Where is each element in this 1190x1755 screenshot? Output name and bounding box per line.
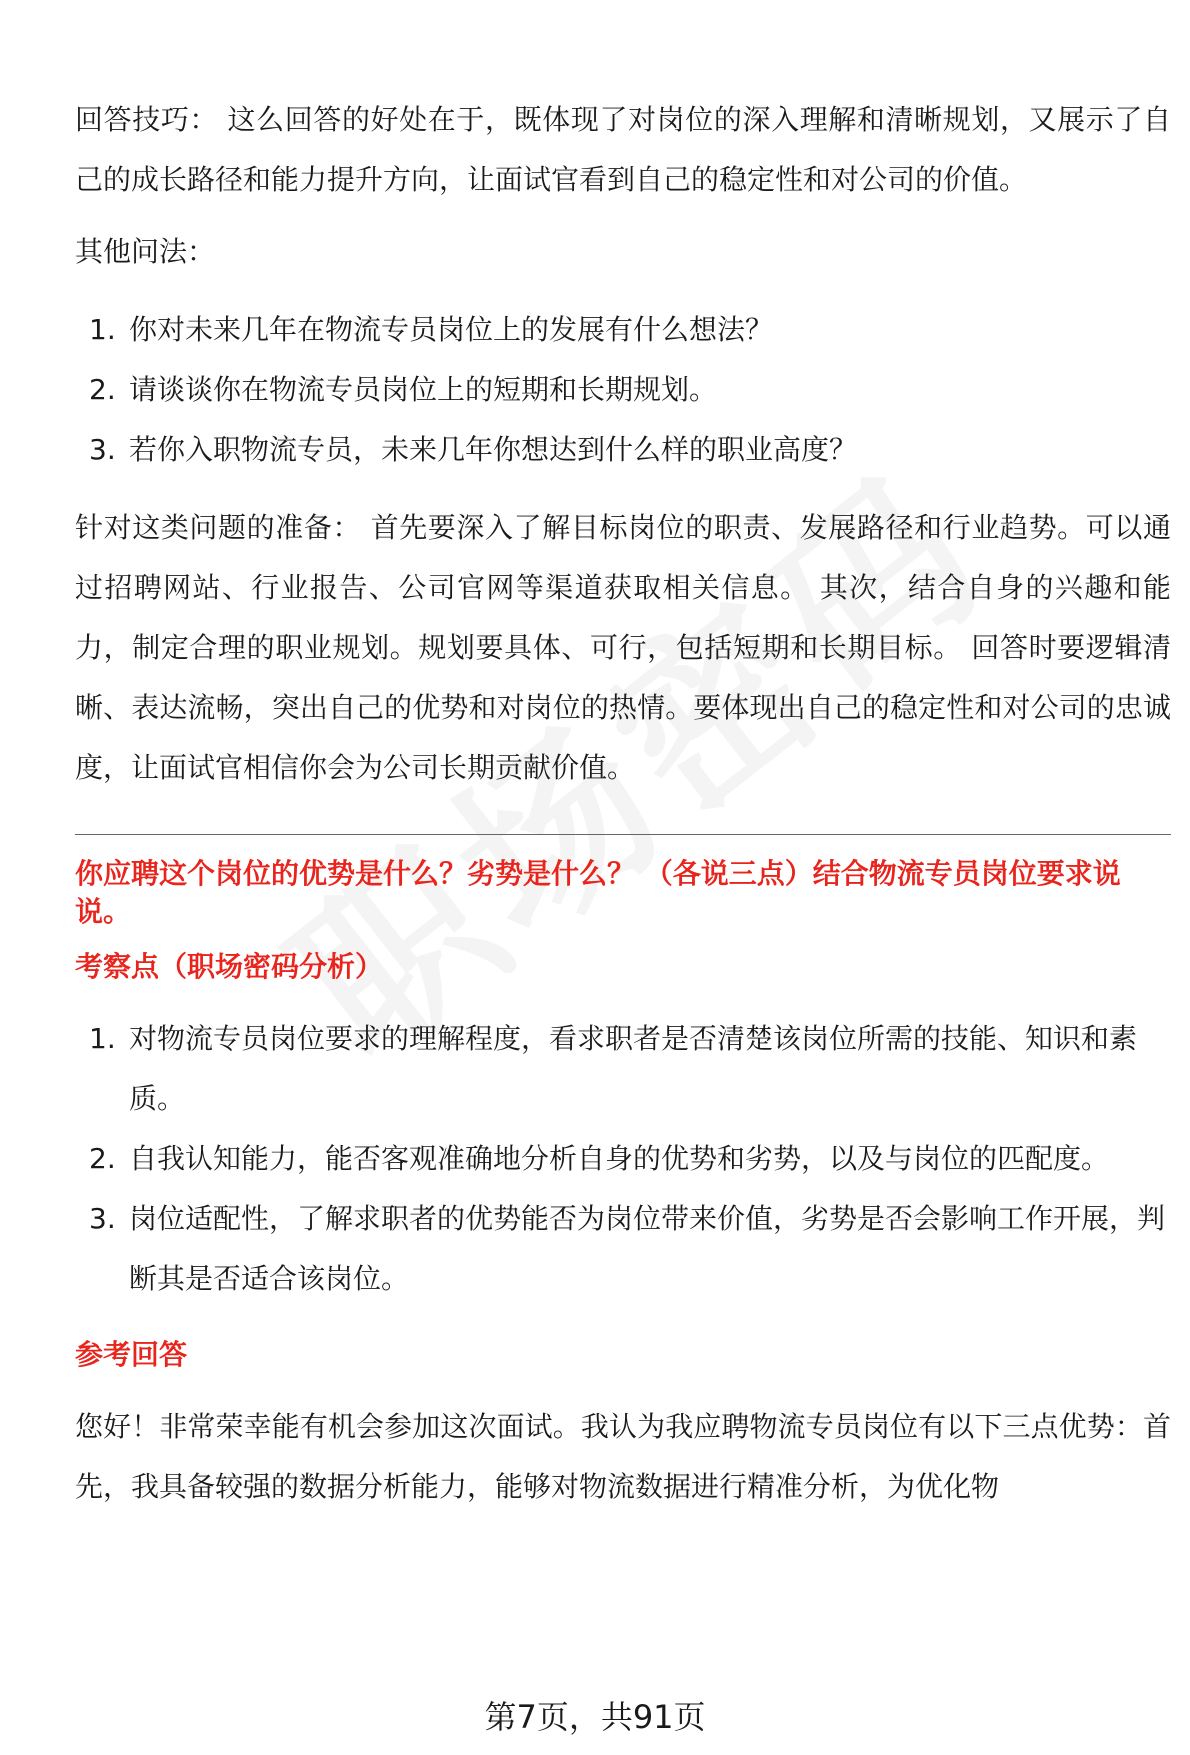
other-questions-label: 其他问法： [75,235,216,268]
list-number: 2. [89,1142,116,1175]
preparation-paragraph: 针对这类问题的准备： 首先要深入了解目标岗位的职责、发展路径和行业趋势。可以通过招聘网站、行业报告、公司官网等渠道获取相关信息。 其次，结合自身的兴趣和能力，制定合理的职业规划。规划要具体、可行，包括短期和长期目标。 回答时要逻辑清晰、表达流畅，突出自己的优势和对岗位的热情。要体现出自己的稳定性和对公司的忠诚度，让面试官相信你会为公司长期贡献价值。 [75,511,1171,784]
list-number: 3. [89,433,116,466]
list-item [75,1129,1171,1189]
other-questions-list [75,300,1171,480]
list-item [75,360,1171,420]
list-number: 2. [89,373,116,406]
list-number: 1. [89,313,116,346]
reference-answer-paragraph: 您好！非常荣幸能有机会参加这次面试。我认为我应聘物流专员岗位有以下三点优势：首先，我具备较强的数据分析能力，能够对物流数据进行精准分析，为优化物 [75,1410,1171,1503]
list-item [75,1009,1171,1129]
page-number-footer: 第7页，共91页 [484,1698,706,1736]
list-item [75,1189,1171,1309]
page-content [75,90,1171,1517]
list-item [75,300,1171,360]
list-item-text: 请谈谈你在物流专员岗位上的短期和长期规划。 [129,373,718,406]
list-item-text: 若你入职物流专员，未来几年你想达到什么样的职业高度？ [129,433,858,466]
question-title: 你应聘这个岗位的优势是什么？劣势是什么？ （各说三点）结合物流专员岗位要求说说。 [75,857,1121,928]
list-item-text: 岗位适配性，了解求职者的优势能否为岗位带来价值，劣势是否会影响工作开展，判断其是否适合该岗位。 [129,1202,1166,1295]
list-item-text: 对物流专员岗位要求的理解程度，看求职者是否清楚该岗位所需的技能、知识和素质。 [129,1022,1138,1115]
reference-answer-label: 参考回答 [75,1338,188,1371]
answer-tip-paragraph: 回答技巧： 这么回答的好处在于，既体现了对岗位的深入理解和清晰规划，又展示了自己的成长路径和能力提升方向，让面试官看到自己的稳定性和对公司的价值。 [75,103,1171,196]
exam-points-label: 考察点（职场密码分析） [75,950,384,983]
list-item-text: 自我认知能力，能否客观准确地分析自身的优势和劣势，以及与岗位的匹配度。 [129,1142,1110,1175]
list-item-text: 你对未来几年在物流专员岗位上的发展有什么想法？ [129,313,774,346]
list-number: 1. [89,1022,116,1055]
list-number: 3. [89,1202,116,1235]
exam-points-list [75,1009,1171,1309]
list-item [75,420,1171,480]
